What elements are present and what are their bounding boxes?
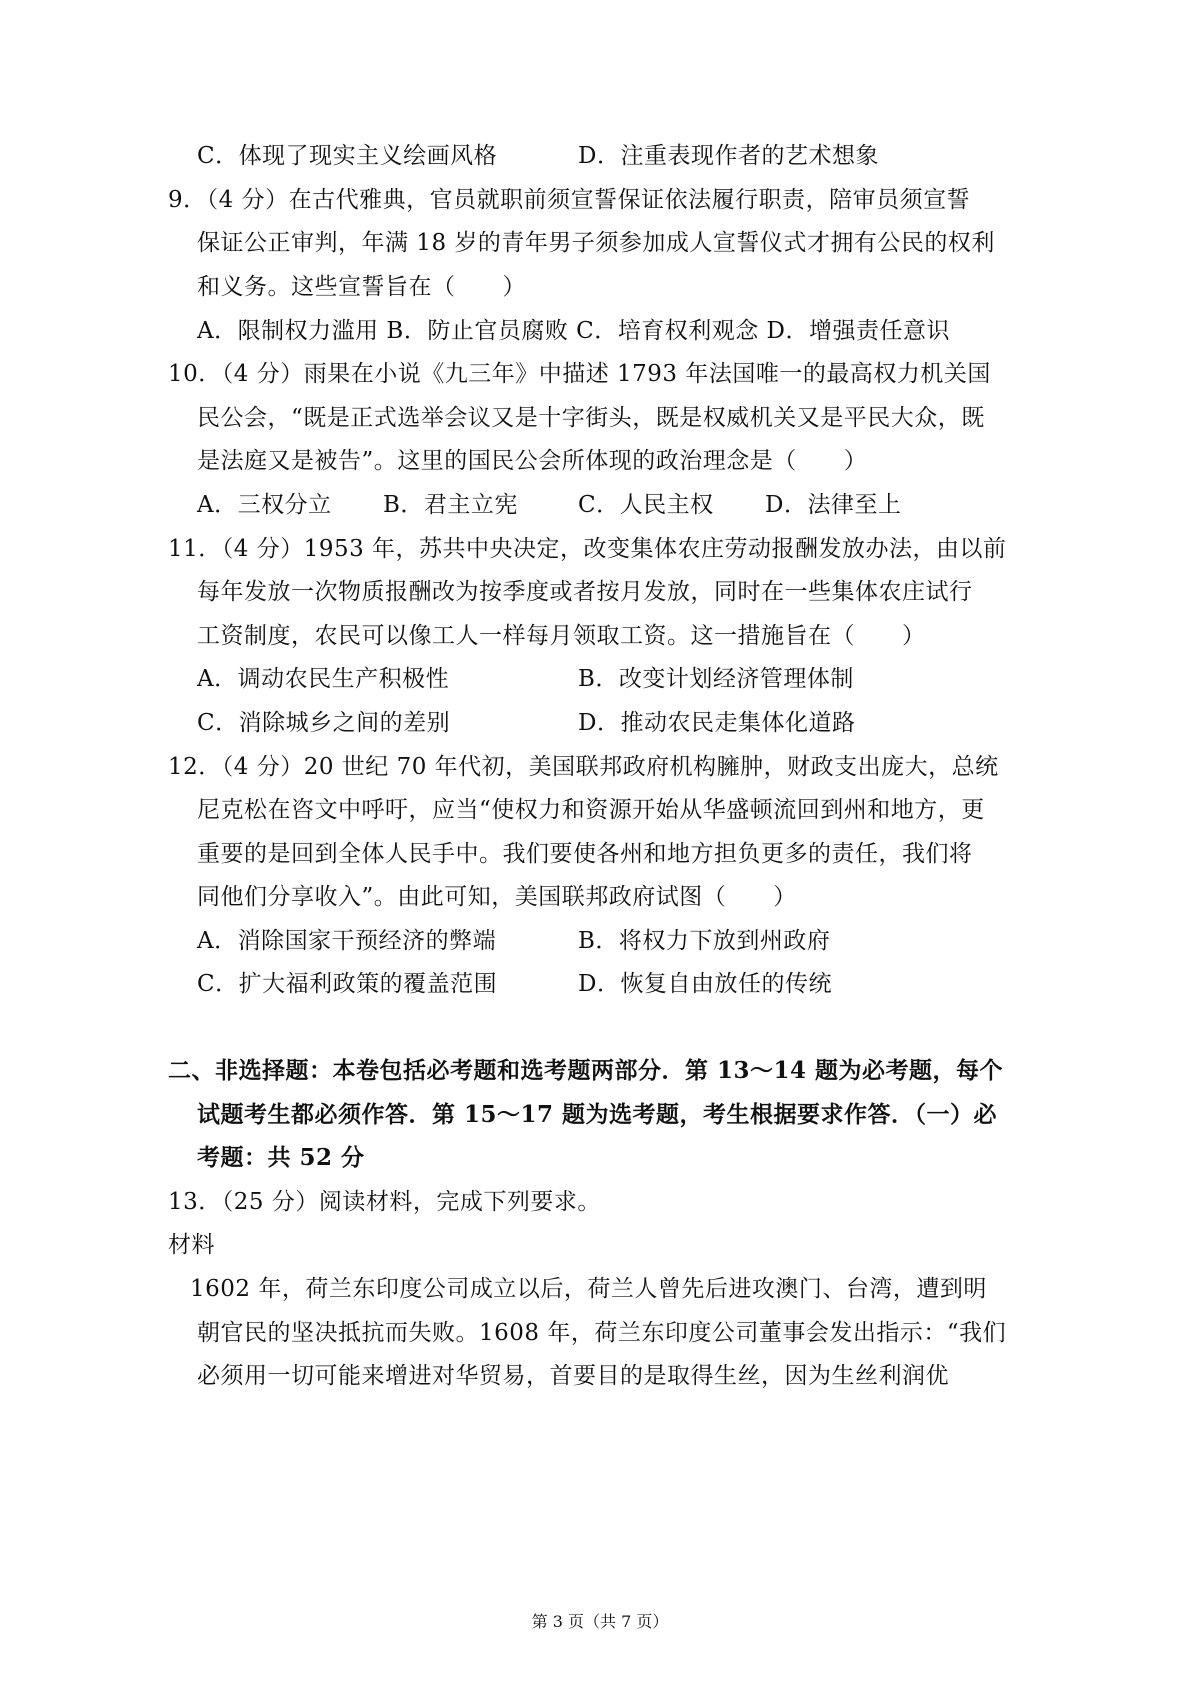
q8-option-c: C．体现了现实主义绘画风格 [197, 143, 498, 169]
q13-material-label: 材料 [168, 1232, 215, 1258]
q13-material-line-3: 必须用一切可能来增进对华贸易，首要目的是取得生丝，因为生丝利润优 [197, 1363, 949, 1389]
q13-line-1: 13．（25 分）阅读材料，完成下列要求。 [168, 1189, 601, 1215]
q10-option-c: C．人民主权 [578, 492, 714, 518]
q9-line-2: 保证公正审判，年满 18 岁的青年男子须参加成人宣誓仪式才拥有公民的权利 [197, 230, 995, 256]
q11-line-2: 每年发放一次物质报酬改为按季度或者按月发放，同时在一些集体农庄试行 [197, 579, 973, 605]
section-2-heading-line-2: 试题考生都必须作答．第 15～17 题为选考题，考生根据要求作答．（一）必 [197, 1101, 998, 1128]
q9-line-1: 9．（4 分）在古代雅典，官员就职前须宣誓保证依法履行职责，陪审员须宣誓 [168, 187, 971, 213]
q12-option-c: C．扩大福利政策的覆盖范围 [197, 971, 498, 997]
q13-material-line-2: 朝官民的坚决抵抗而失败。1608 年，荷兰东印度公司董事会发出指示：“我们 [197, 1320, 1007, 1346]
page-footer: 第 3 页（共 7 页） [531, 1612, 669, 1631]
q11-option-b: B．改变计划经济管理体制 [578, 666, 854, 692]
q11-option-d: D．推动农民走集体化道路 [578, 710, 856, 736]
q10-option-b: B．君主立宪 [383, 492, 518, 518]
q11-option-a: A．调动农民生产积极性 [197, 666, 450, 692]
q11-line-3: 工资制度，农民可以像工人一样每月领取工资。这一措施旨在（ ） [197, 623, 926, 649]
q12-option-d: D．恢复自由放任的传统 [578, 971, 832, 997]
q10-option-d: D．法律至上 [765, 492, 902, 518]
q10-line-1: 10．（4 分）雨果在小说《九三年》中描述 1793 年法国唯一的最高权力机关国 [168, 361, 991, 387]
q12-line-2: 尼克松在咨文中呼吁，应当“使权力和资源开始从华盛顿流回到州和地方，更 [197, 797, 985, 823]
q11-option-c: C．消除城乡之间的差别 [197, 710, 451, 736]
q9-line-3: 和义务。这些宣誓旨在（ ） [197, 274, 526, 300]
q9-options: A．限制权力滥用 B．防止官员腐败 C．培育权利观念 D．增强责任意识 [197, 318, 950, 344]
q12-option-a: A．消除国家干预经济的弊端 [197, 928, 497, 954]
q8-option-d: D．注重表现作者的艺术想象 [578, 143, 879, 169]
section-2-heading-line-3: 考题：共 52 分 [197, 1144, 365, 1171]
q11-line-1: 11．（4 分）1953 年，苏共中央决定，改变集体农庄劳动报酬发放办法，由以前 [168, 536, 1007, 562]
q12-line-4: 同他们分享收入”。由此可知，美国联邦政府试图（ ） [197, 884, 797, 910]
q10-option-a: A．三权分立 [197, 492, 332, 518]
q13-material-line-1: 1602 年，荷兰东印度公司成立以后，荷兰人曾先后进攻澳门、台湾，遭到明 [190, 1276, 987, 1302]
q12-option-b: B．将权力下放到州政府 [578, 928, 831, 954]
q10-line-2: 民公会，“既是正式选举会议又是十字街头，既是权威机关又是平民大众，既 [197, 405, 985, 431]
section-2-heading-line-1: 二、非选择题：本卷包括必考题和选考题两部分．第 13～14 题为必考题，每个 [168, 1057, 1004, 1084]
q12-line-1: 12．（4 分）20 世纪 70 年代初，美国联邦政府机构臃肿，财政支出庞大，总统 [168, 754, 999, 780]
q10-line-3: 是法庭又是被告”。这里的国民公会所体现的政治理念是（ ） [197, 448, 868, 474]
q12-line-3: 重要的是回到全体人民手中。我们要使各州和地方担负更多的责任，我们将 [197, 841, 973, 867]
